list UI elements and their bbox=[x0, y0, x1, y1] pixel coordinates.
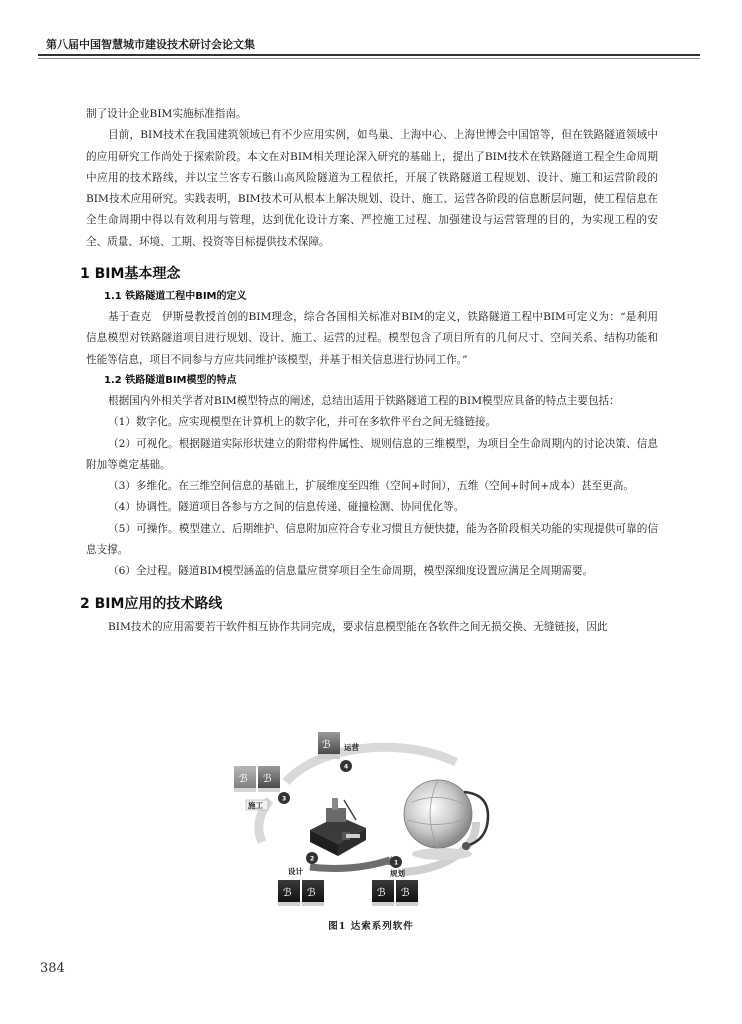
figure-dassault-software bbox=[226, 722, 522, 914]
ds-logo-icon: ℬ bbox=[377, 886, 386, 899]
section-2-paragraph: BIM技术的应用需要若干软件相互协作共同完成，要求信息模型能在各软件之间无损交换、无缝链接，因此 bbox=[108, 620, 608, 633]
step-4-number: 4 bbox=[344, 763, 349, 771]
section-2-heading: 2 BIM应用的技术路线 bbox=[80, 595, 223, 612]
page-number: 384 bbox=[40, 961, 65, 976]
step-3-number: 3 bbox=[282, 795, 287, 803]
intro-continuation: 制了设计企业BIM实施标准指南。 bbox=[86, 108, 247, 120]
header-rule-thin bbox=[38, 58, 700, 59]
section-1-1-paragraph: 基于查克 伊斯曼教授首创的BIM理念，综合各国相关标准对BIM的定义，铁路隧道工程中BIM可定义为：“是利用信息模型对铁路隧道项目进行规划、设计、施工、运营的过程。模型包含了项目所有的几何尺寸、空间关系、结构功能和性能等信息，项目不同参与方应共同维护该模型，并基于相关信息进行协同工作。” bbox=[86, 311, 658, 366]
section-1-2-intro: 根据国内外相关学者对BIM模型特点的阐述，总结出适用于铁路隧道工程的BIM模型应具备的特点主要包括： bbox=[108, 394, 620, 407]
section-1-1-heading: 1.1 铁路隧道工程中BIM的定义 bbox=[104, 291, 247, 303]
list-item: （6）全过程。隧道BIM模型涵盖的信息量应贯穿项目全生命周期，模型深细度设置应满足全周期需要。 bbox=[108, 565, 594, 578]
section-1-2-heading: 1.2 铁路隧道BIM模型的特点 bbox=[104, 374, 237, 386]
figure-caption: 图1 达索系列软件 bbox=[328, 921, 414, 932]
intro-paragraph: 目前，BIM技术在我国建筑领域已有不少应用实例，如鸟巢、上海中心、上海世博会中国馆等，但在铁路隧道领域中的应用研究工作尚处于探索阶段。本文在对BIM相关理论深入研究的基础上，提出了BIM技术在铁路隧道工程全生命周期中应用的技术路线，并以宝兰客专石骸山高风险隧道为工程依托，开展了铁路隧道工程规划、设计、施工和运营阶段的BIM技术应用研究。实践表明，BIM技术可从根本上解决规划、设计、施工、运营各阶段的信息断层问题，使工程信息在全生命周期中得以有效利用与管理，达到优化设计方案、严控施工过程、加强建设与运营管理的目的，为实现工程的安全、质量、环境、工期、投资等目标提供技术保障。 bbox=[86, 129, 658, 248]
section-1-heading: 1 BIM基本理念 bbox=[80, 266, 181, 283]
construction-software-tiles bbox=[234, 766, 280, 792]
label-design: 设计 bbox=[288, 867, 303, 876]
list-item: （2）可视化。根据隧道实际形状建立的附带构件属性、规则信息的三维模型，为项目全生命周期内的讨论决策、信息附加等奠定基础。 bbox=[86, 437, 658, 471]
label-planning: 规划 bbox=[390, 869, 405, 878]
operation-software-tile bbox=[318, 732, 340, 759]
list-item: （3）多维化。在三维空间信息的基础上，扩展维度至四维（空间+时间），五维（空间+时间+成本）甚至更高。 bbox=[108, 480, 634, 493]
list-item: （5）可操作。模型建立、后期维护、信息附加应符合专业习惯且方便快捷，能为各阶段相关功能的实现提供可靠的信息支撑。 bbox=[86, 522, 658, 557]
ds-logo-icon: ℬ bbox=[401, 886, 410, 899]
ds-logo-icon: ℬ bbox=[239, 772, 248, 785]
header-rule bbox=[38, 54, 700, 56]
lifecycle-diagram bbox=[226, 722, 522, 914]
running-header: 第八届中国智慧城市建设技术研讨会论文集 bbox=[46, 38, 255, 51]
label-construction: 施工 bbox=[248, 801, 263, 810]
planning-software-tiles bbox=[372, 880, 418, 906]
globe-illustration bbox=[404, 780, 488, 860]
ds-logo-icon: ℬ bbox=[283, 886, 292, 899]
tunnel-model-illustration bbox=[310, 798, 366, 856]
list-item: （4）协调性。隧道项目各参与方之间的信息传递、碰撞检测、协同优化等。 bbox=[108, 501, 465, 514]
ds-logo-icon: ℬ bbox=[322, 738, 331, 751]
step-2-number: 2 bbox=[310, 855, 315, 863]
body-text bbox=[80, 104, 658, 638]
design-software-tiles bbox=[278, 880, 324, 906]
label-operation: 运营 bbox=[344, 743, 359, 752]
step-1-number: 1 bbox=[394, 859, 399, 867]
ds-logo-icon: ℬ bbox=[307, 886, 316, 899]
ds-logo-icon: ℬ bbox=[263, 772, 272, 785]
list-item: （1）数字化。应实现模型在计算机上的数字化，并可在多软件平台之间无缝链接。 bbox=[108, 416, 497, 429]
